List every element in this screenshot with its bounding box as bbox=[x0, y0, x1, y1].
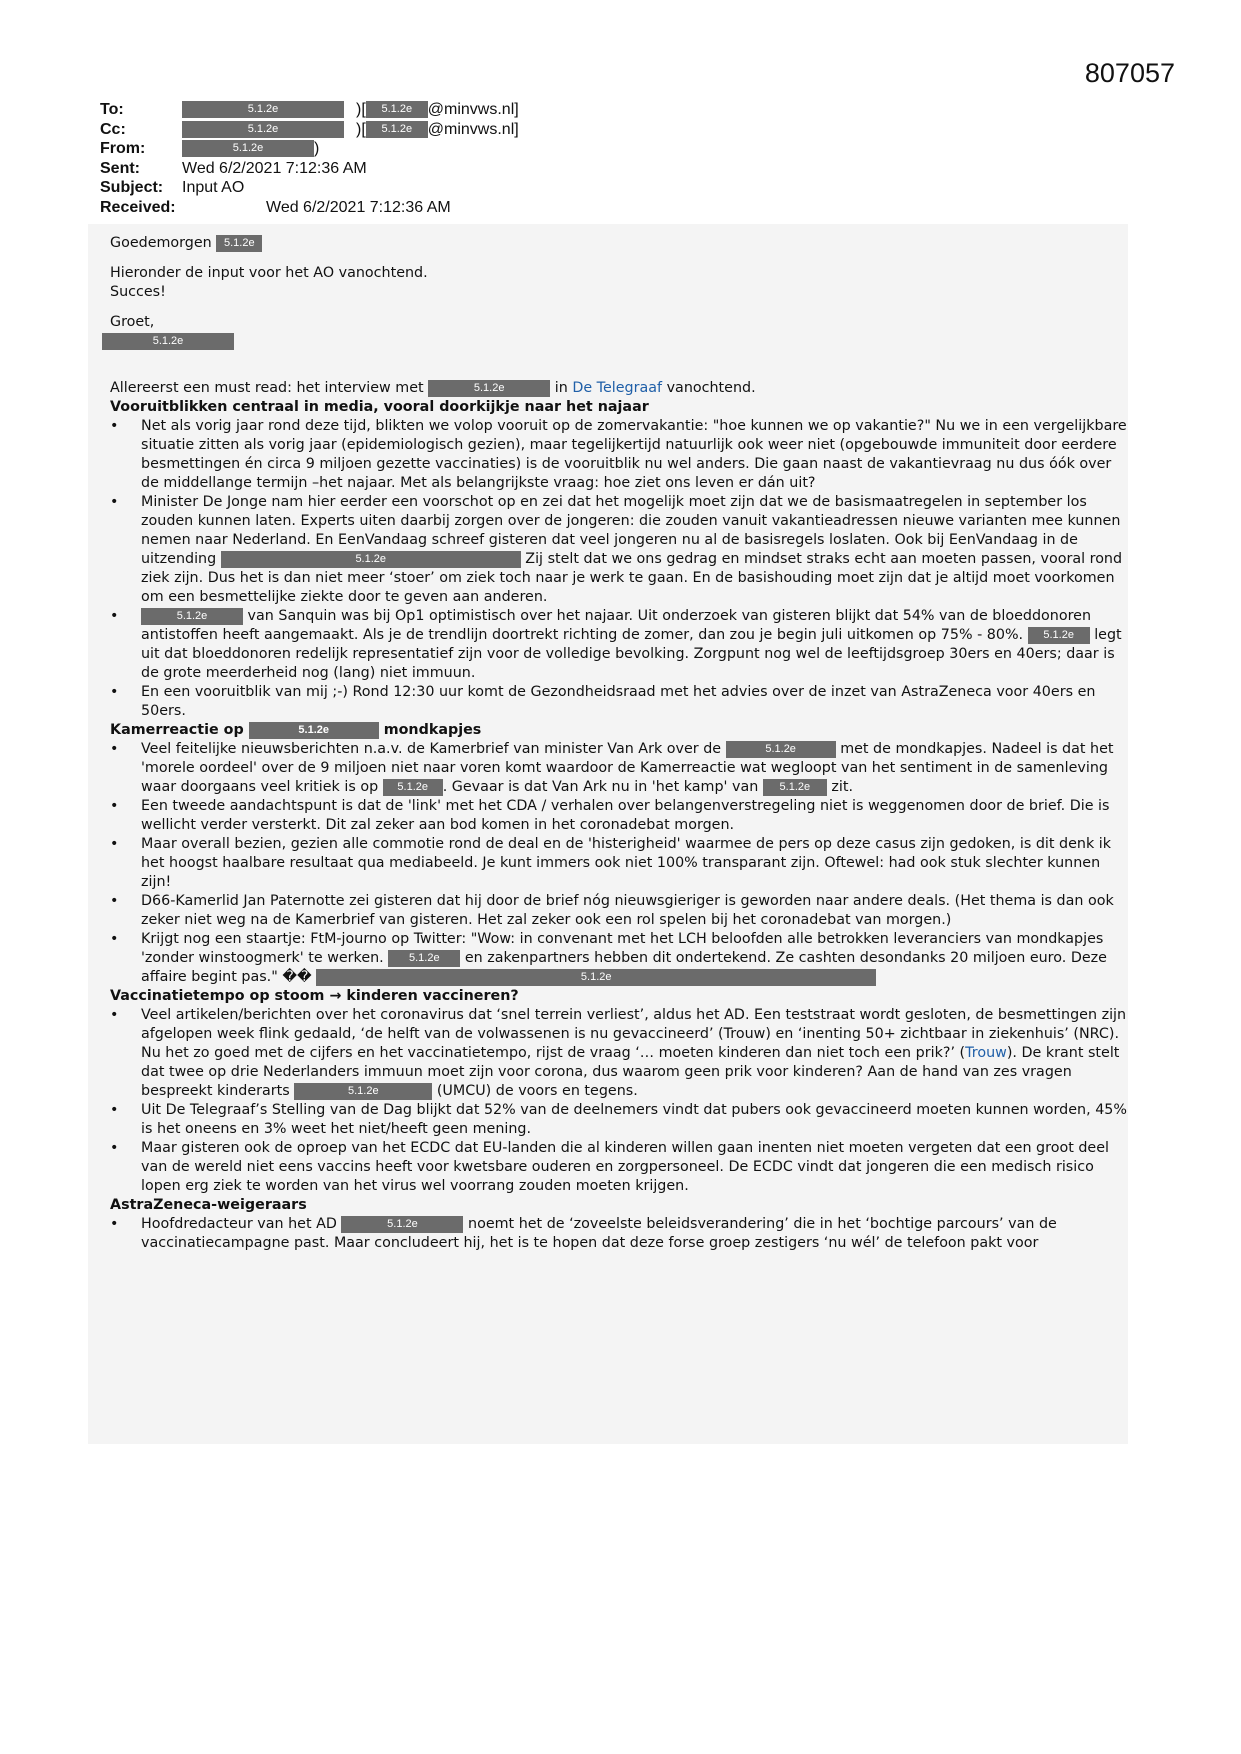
list-item: • En een vooruitblik van mij ;-) Rond 12:30 uur komt de Gezondheidsraad met het advies over de inzet van AstraZeneca voor 40ers en 50ers. bbox=[110, 683, 1128, 721]
section-title-vooruitblikken: Vooruitblikken centraal in media, vooral doorkijkje naar het najaar bbox=[110, 399, 649, 415]
section-title-vaccinatietempo: Vaccinatietempo op stoom → kinderen vaccineren? bbox=[110, 988, 519, 1004]
bullet-text: Veel artikelen/berichten over het coronavirus dat ‘snel terrein verliest’, aldus het AD. Een teststraat wordt gesloten, de besmettingen zijn afgelopen week flink gedaald, ‘de helft van de volwassenen is nu gevaccineerd’ (Trouw) en ‘inenting 50+ zichtbaar in ziekenhuis’ (NRC). Nu het zo goed met de cijfers en het vaccinatietempo, rijst de vraag ‘… moeten kinderen dan niet toch een prik?’ ( bbox=[141, 1007, 1127, 1061]
received-label: Received: bbox=[100, 198, 176, 216]
cc-domain: @minvws.nl] bbox=[427, 120, 519, 138]
section-title-astrazeneca: AstraZeneca-weigeraars bbox=[110, 1197, 307, 1213]
subject-row bbox=[100, 178, 519, 198]
bullet-text: en zakenpartners hebben dit ondertekend. Ze cashten desondanks 20 miljoen euro. Deze affaire begint pas." �� bbox=[141, 950, 1107, 985]
subject-label: Subject: bbox=[100, 179, 164, 196]
redaction: 5.1.2e bbox=[341, 1216, 463, 1233]
intro-line-2: Succes! bbox=[110, 284, 166, 300]
section-title-text: mondkapjes bbox=[383, 722, 482, 738]
redaction: 5.1.2e bbox=[249, 722, 379, 739]
to-domain: @minvws.nl] bbox=[427, 101, 519, 118]
greeting: Goedemorgen bbox=[110, 235, 212, 251]
list-item: • Maar gisteren ook de oproep van het ECDC dat EU-landen die al kinderen willen gaan inenten niet moeten vergeten dat een groot deel van de wereld niet eens vaccins heeft voor kwetsbare ouderen en zorgpersoneel. De ECDC vindt dat jongeren die een medisch risico lopen erg ziek te worden van het virus wel voorrang zouden moeten krijgen. bbox=[110, 1139, 1128, 1196]
list-item bbox=[110, 607, 1128, 683]
from-bracket: ) bbox=[314, 140, 320, 157]
bullet-list bbox=[110, 1215, 1128, 1253]
bullet-text: Veel feitelijke nieuwsberichten n.a.v. de Kamerbrief van minister Van Ark over de bbox=[141, 741, 722, 757]
bullet-text: . Gevaar is dat Van Ark nu in 'het kamp' van bbox=[442, 779, 759, 795]
redaction: 5.1.2e bbox=[366, 101, 428, 118]
bullet-text: met de mondkapjes. Nadeel is dat het 'morele oordeel' over de 9 miljoen niet naar voren komt waardoor de Kamerreactie wat wegloopt van het sentiment in de samenleving waar doorgaans veel kritiek is op bbox=[141, 741, 1114, 795]
bullet-text: noemt het de ‘zoveelste beleidsverandering’ die in het ‘bochtige parcours’ van de vaccinatiecampagne past. Maar concludeert hij, het is te hopen dat deze forse groep zestigers ‘nu wél’ de telefoon pakt voor bbox=[141, 1216, 1057, 1251]
redaction: 5.1.2e bbox=[1028, 627, 1090, 644]
redaction: 5.1.2e bbox=[102, 333, 234, 350]
from-label: From: bbox=[100, 140, 146, 157]
subject-value: Input AO bbox=[182, 179, 245, 196]
bullet-text: zit. bbox=[831, 779, 854, 795]
redaction: 5.1.2e bbox=[428, 380, 550, 397]
sent-label: Sent: bbox=[100, 159, 140, 177]
bullet-text: Zij stelt dat we ons gedrag en mindset straks echt aan moeten passen, vooral rond ziek zijn. Dus het is dan niet meer ‘stoer’ om ziek toch naar je werk te gaan. En de basishouding moet zijn dat je altijd moet voorkomen om een besmettelijke ziekte door te geven aan anderen. bbox=[141, 551, 1123, 605]
list-item bbox=[110, 740, 1128, 797]
redaction: 5.1.2e bbox=[294, 1083, 432, 1100]
telegraaf-link[interactable]: De Telegraaf bbox=[572, 380, 663, 396]
redaction: 5.1.2e bbox=[182, 140, 314, 157]
section-title-text: Kamerreactie op bbox=[110, 722, 244, 738]
list-item: • Een tweede aandachtspunt is dat de 'link' met het CDA / verhalen over belangenverstregeling niet is weggenomen door de brief. Die is wellicht verder versterkt. Dit zal zeker aan bod komen in het coronadebat morgen. bbox=[110, 797, 1128, 835]
bullet-text: Krijgt nog een staartje: FtM-journo op Twitter: "Wow: in convenant met het LCH beloofden alle betrokken leveranciers van mondkapjes 'zonder winstoogmerk' te werken. bbox=[141, 931, 1104, 966]
to-label: To: bbox=[100, 101, 124, 118]
document-number: 807057 bbox=[1084, 58, 1175, 88]
bullet-text: ). De krant stelt dat twee op drie Nederlanders immuun moet zijn voor corona, dus waarom geen prik voor kinderen? Aan de hand van zes vragen bespreekt kinderarts bbox=[141, 1045, 1120, 1099]
list-item bbox=[110, 930, 1128, 987]
bullet-text: Hoofdredacteur van het AD bbox=[141, 1216, 337, 1232]
redaction: 5.1.2e bbox=[383, 779, 443, 796]
redaction: 5.1.2e bbox=[182, 101, 344, 118]
cc-label: Cc: bbox=[100, 120, 126, 138]
to-bracket: )[ bbox=[356, 101, 366, 118]
redaction: 5.1.2e bbox=[182, 121, 344, 138]
must-read-line bbox=[110, 379, 1128, 398]
greeting-line bbox=[110, 234, 1128, 253]
redaction: 5.1.2e bbox=[221, 551, 521, 568]
bullet-text: legt uit dat bloeddonoren redelijk representatief zijn voor de volledige bevolking. Zorgpunt nog wel de leeftijdsgroep 30ers en 40ers; daar is de grote meerderheid nog (lang) niet immuun. bbox=[141, 627, 1122, 681]
email-body bbox=[88, 224, 1128, 1444]
cc-row bbox=[100, 120, 519, 140]
to-row bbox=[100, 100, 519, 120]
section-title-kamerreactie bbox=[110, 721, 1128, 740]
regards: Groet, bbox=[110, 314, 155, 330]
must-read-text: Allereerst een must read: het interview met bbox=[110, 380, 424, 396]
bullet-text: van Sanquin was bij Op1 optimistisch over het najaar. Uit onderzoek van gisteren blijkt dat 54% van de bloeddonoren antistoffen heeft aangemaakt. Als je de trendlijn doortrekt richting de zomer, dan zou je begin juli uitkomen op 75% - 80%. bbox=[141, 608, 1092, 643]
redaction: 5.1.2e bbox=[366, 121, 428, 138]
must-read-end: vanochtend. bbox=[666, 380, 756, 396]
received-value: Wed 6/2/2021 7:12:36 AM bbox=[266, 198, 451, 216]
cc-bracket: )[ bbox=[356, 120, 366, 138]
redaction: 5.1.2e bbox=[726, 741, 836, 758]
bullet-list bbox=[110, 417, 1128, 721]
sent-row bbox=[100, 159, 519, 179]
redaction: 5.1.2e bbox=[216, 235, 262, 252]
list-item: • D66-Kamerlid Jan Paternotte zei gisteren dat hij door de brief nóg nieuwsgieriger is geworden naar andere deals. (Het thema is dan ook zeker niet weg na de Kamerbrief van gisteren. Het zal zeker ook een rol spelen bij het coronadebat van morgen.) bbox=[110, 892, 1128, 930]
trouw-link[interactable]: Trouw bbox=[965, 1045, 1007, 1061]
email-header bbox=[100, 100, 519, 217]
bullet-text: Minister De Jonge nam hier eerder een voorschot op en zei dat het mogelijk moet zijn dat we de basismaatregelen in september los zouden kunnen laten. Experts uiten daarbij zorgen over de jongeren: die zouden vanuit vakantieadressen nieuwe varianten mee kunnen nemen naar Nederland. En EenVandaag schreef gisteren dat veel jongeren nu al de basisregels loslaten. Ook bij EenVandaag in de uitzending bbox=[141, 494, 1121, 567]
list-item bbox=[110, 1215, 1128, 1253]
must-read-in: in bbox=[554, 380, 568, 396]
received-row bbox=[100, 198, 519, 218]
redaction: 5.1.2e bbox=[316, 969, 876, 986]
redaction: 5.1.2e bbox=[141, 608, 243, 625]
bullet-list bbox=[110, 1006, 1128, 1196]
from-row bbox=[100, 139, 519, 159]
list-item bbox=[110, 493, 1128, 607]
list-item bbox=[110, 1006, 1128, 1101]
bullet-text: (UMCU) de voors en tegens. bbox=[436, 1083, 638, 1099]
redaction: 5.1.2e bbox=[388, 950, 460, 967]
list-item: • Net als vorig jaar rond deze tijd, blikten we volop vooruit op de zomervakantie: "hoe kunnen we op vakantie?" Nu we in een vergelijkbare situatie zitten als vorig jaar (epidemiologisch gezien), maar tegelijkertijd natuurlijk ook weer niet (opgebouwde immuniteit door eerdere besmettingen én circa 9 miljoen gezette vaccinaties) is de vooruitblik nu wel anders. Die gaan naast de vakantievraag nu dus óók over de middellange termijn –het najaar. Met als belangrijkste vraag: hoe ziet ons leven er dán uit? bbox=[110, 417, 1128, 493]
intro-line-1: Hieronder de input voor het AO vanochtend. bbox=[110, 265, 428, 281]
redaction: 5.1.2e bbox=[763, 779, 827, 796]
sent-value: Wed 6/2/2021 7:12:36 AM bbox=[182, 159, 367, 177]
list-item: • Uit De Telegraaf’s Stelling van de Dag blijkt dat 52% van de deelnemers vindt dat pubers ook gevaccineerd moeten kunnen worden, 45% is het oneens en 3% weet het niet/heeft geen mening. bbox=[110, 1101, 1128, 1139]
list-item: • Maar overall bezien, gezien alle commotie rond de deal en de 'histerigheid' waarmee de pers op deze casus zijn gedoken, is dit denk ik het hoogst haalbare resultaat qua mediabeeld. Je kunt immers ook niet 100% transparant zijn. Oftewel: had ook stuk slechter kunnen zijn! bbox=[110, 835, 1128, 892]
bullet-list bbox=[110, 740, 1128, 987]
